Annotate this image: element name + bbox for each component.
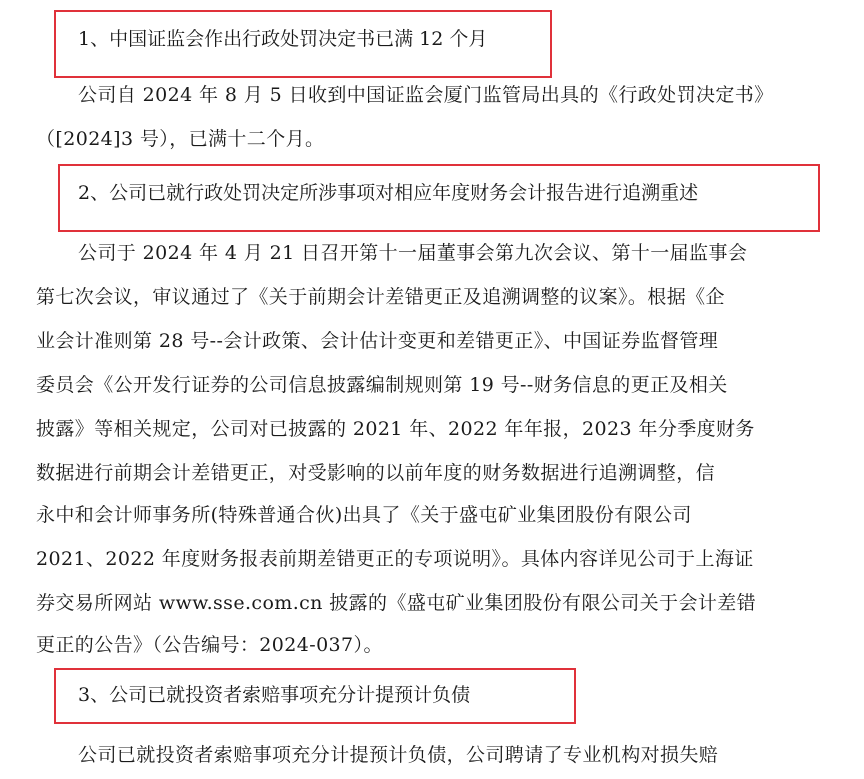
- para-3-line-1: 公司已就投资者索赔事项充分计提预计负债，公司聘请了专业机构对损失赔: [78, 744, 719, 766]
- para-2-line-8: 2021、2022 年度财务报表前期差错更正的专项说明》。具体内容详见公司于上海证: [36, 548, 754, 570]
- para-2-line-9: 券交易所网站 www.sse.com.cn 披露的《盛屯矿业集团股份有限公司关于会计差错: [36, 592, 757, 614]
- para-2-line-4: 委员会《公开发行证券的公司信息披露编制规则第 19 号--财务信息的更正及相关: [36, 374, 728, 396]
- heading-3: 3、公司已就投资者索赔事项充分计提预计负债: [78, 684, 471, 706]
- heading-1: 1、中国证监会作出行政处罚决定书已满 12 个月: [78, 28, 488, 50]
- para-2-line-1: 公司于 2024 年 4 月 21 日召开第十一届董事会第九次会议、第十一届监事会: [78, 242, 748, 264]
- para-2-line-2: 第七次会议，审议通过了《关于前期会计差错更正及追溯调整的议案》。根据《企: [36, 286, 725, 308]
- para-2-line-5: 披露》等相关规定，公司对已披露的 2021 年、2022 年年报，2023 年分季度财务: [36, 418, 755, 440]
- para-1-line-2: （[2024]3 号），已满十二个月。: [36, 128, 325, 150]
- heading-2: 2、公司已就行政处罚决定所涉事项对相应年度财务会计报告进行追溯重述: [78, 182, 699, 204]
- para-2-line-3: 业会计准则第 28 号--会计政策、会计估计变更和差错更正》、中国证券监督管理: [36, 330, 719, 352]
- para-2-line-6: 数据进行前期会计差错更正，对受影响的以前年度的财务数据进行追溯调整，信: [36, 462, 716, 484]
- para-1-line-1: 公司自 2024 年 8 月 5 日收到中国证监会厦门监管局出具的《行政处罚决定书》: [78, 84, 774, 106]
- para-2-line-10: 更正的公告》（公告编号：2024-037）。: [36, 634, 383, 656]
- para-2-line-7: 永中和会计师事务所(特殊普通合伙)出具了《关于盛屯矿业集团股份有限公司: [36, 504, 692, 526]
